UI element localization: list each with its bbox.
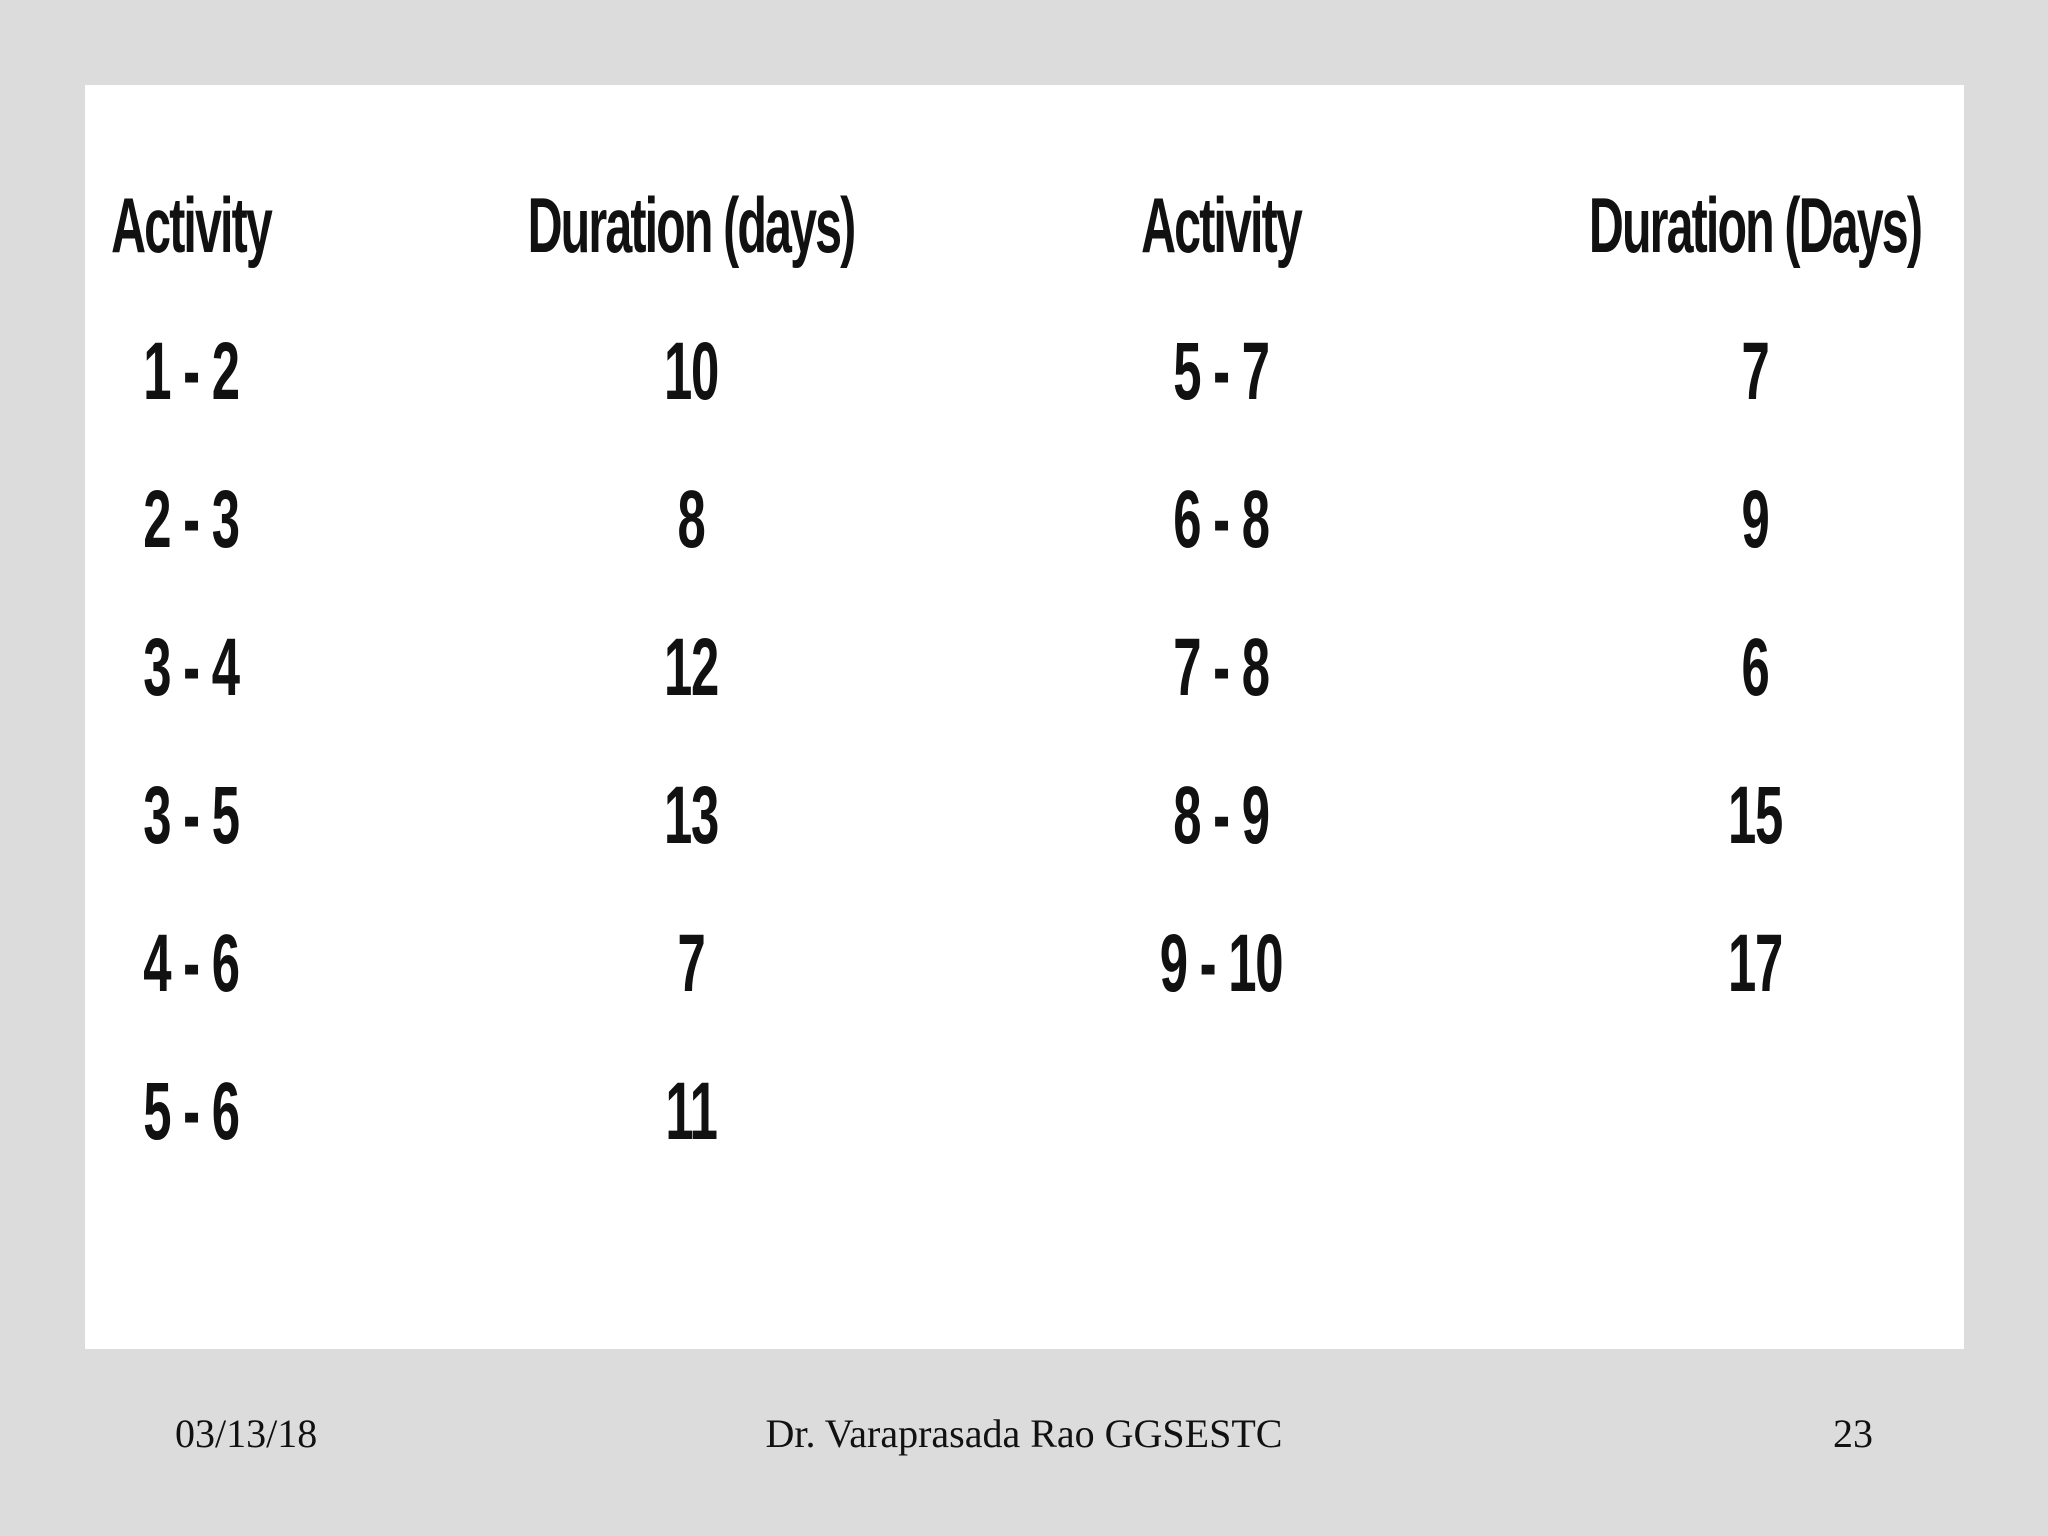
table-cell: 3 - 5 [143,770,239,861]
activity-duration-table [85,85,1964,1349]
table-cell: 17 [1727,918,1783,1009]
table-cell: 11 [665,1066,717,1157]
table-cell: 2 - 3 [143,474,239,565]
table-image-panel [85,85,1964,1349]
table-cell: 3 - 4 [143,622,239,713]
table-cell: 6 - 8 [1173,474,1269,565]
table-cell: 15 [1727,770,1783,861]
table-cell: 7 [1741,326,1769,417]
table-cell: 8 [677,474,705,565]
footer-page-number: 23 [1833,1411,1873,1456]
table-cell: 7 - 8 [1173,622,1269,713]
table-cell: 1 - 2 [143,326,239,417]
footer-date: 03/13/18 [175,1411,318,1456]
column-header-duration-2: Duration (Days) [1588,181,1922,269]
table-cell: 7 [677,918,705,1009]
column-header-duration-1: Duration (days) [527,181,855,269]
table-cell: 9 - 10 [1159,918,1283,1009]
table-cell: 13 [663,770,719,861]
table-cell: 9 [1741,474,1769,565]
table-cell: 4 - 6 [143,918,239,1009]
table-cell: 10 [663,326,719,417]
column-header-activity-2: Activity [1141,181,1301,269]
footer-author: Dr. Varaprasada Rao GGSESTC [765,1411,1283,1456]
table-cell: 8 - 9 [1173,770,1269,861]
column-header-activity-1: Activity [111,181,271,269]
table-cell: 5 - 6 [143,1066,239,1157]
table-cell: 5 - 7 [1173,326,1269,417]
table-cell: 12 [663,622,719,713]
table-cell: 6 [1741,622,1769,713]
